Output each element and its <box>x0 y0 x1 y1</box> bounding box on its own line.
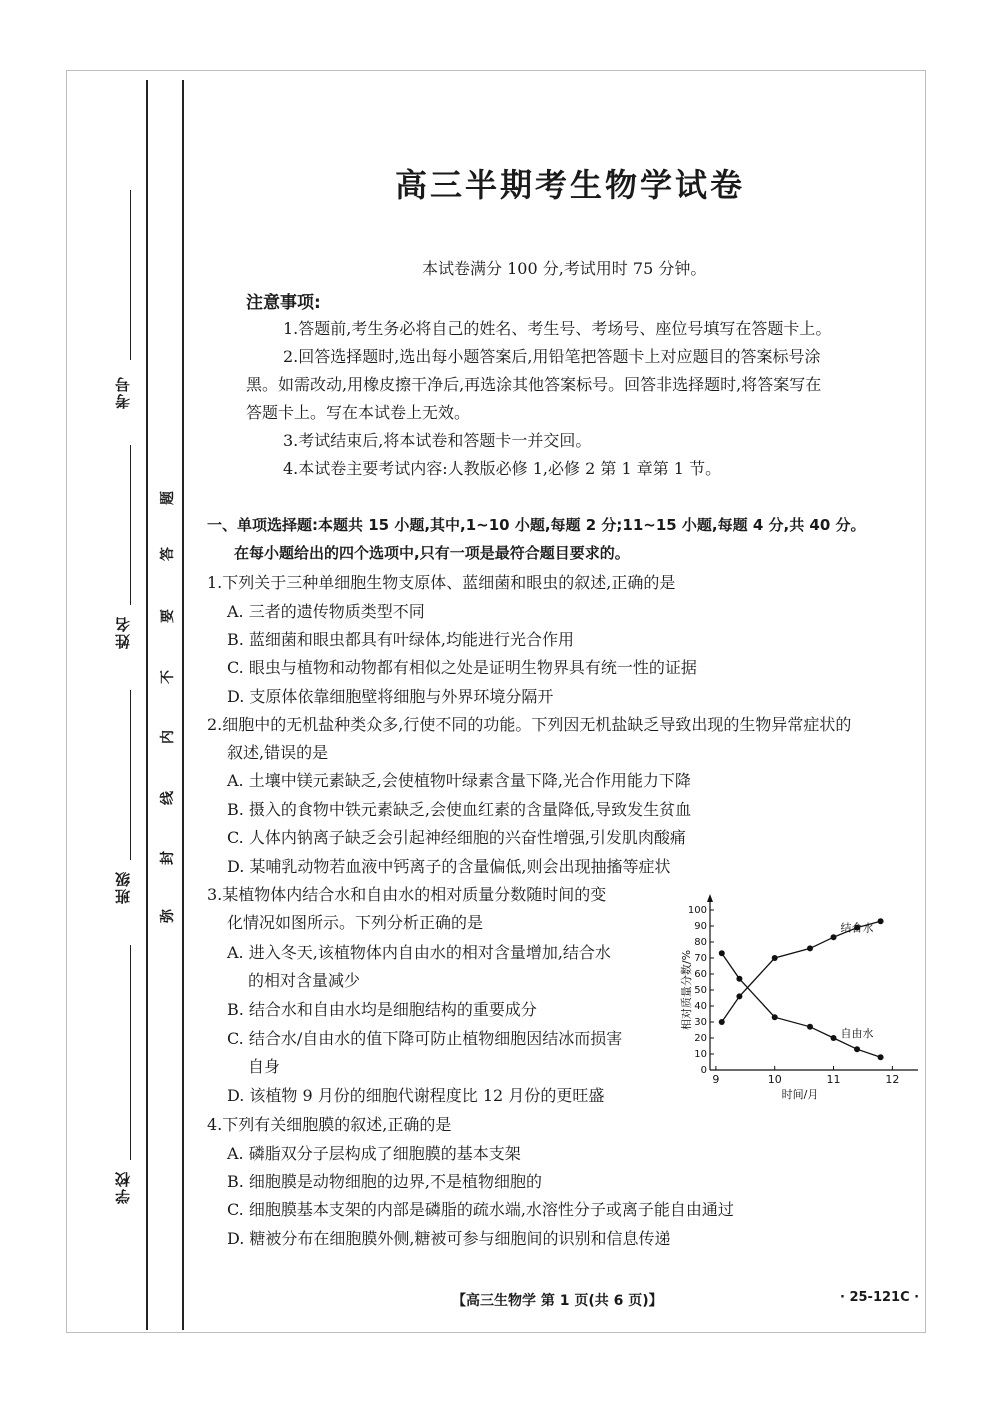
option: A. 三者的遗传物质类型不同 <box>227 602 425 621</box>
question-stem: 4.下列有关细胞膜的叙述,正确的是 <box>207 1115 452 1134</box>
option: C. 结合水/自由水的值下降可防止植物细胞因结冰而损害 <box>227 1029 623 1048</box>
water-content-chart <box>680 880 920 1100</box>
notice-line: 2.回答选择题时,选出每小题答案后,用铅笔把答题卡上对应题目的答案标号涂 <box>283 347 821 366</box>
y-axis-arrow <box>707 894 713 902</box>
y-tick-label: 50 <box>694 985 707 996</box>
data-point <box>736 993 742 999</box>
y-tick-label: 70 <box>694 953 707 964</box>
seal-char: 内 <box>160 730 176 744</box>
name-field <box>130 445 131 605</box>
notice-line: 黑。如需改动,用橡皮擦干净后,再选涂其他答案标号。回答非选择题时,将答案写在 <box>246 375 822 394</box>
notice-line: 4.本试卷主要考试内容:人教版必修 1,必修 2 第 1 章第 1 节。 <box>283 459 722 478</box>
data-point <box>878 918 884 924</box>
option: C. 细胞膜基本支架的内部是磷脂的疏水端,水溶性分子或离子能自由通过 <box>227 1200 734 1219</box>
seal-char: 弥 <box>160 909 176 923</box>
x-tick-label: 12 <box>885 1073 900 1086</box>
option: C. 眼虫与植物和动物都有相似之处是证明生物界具有统一性的证据 <box>227 658 697 677</box>
binding-line-outer <box>146 80 148 1330</box>
question-stem: 3.某植物体内结合水和自由水的相对质量分数随时间的变 <box>207 885 607 904</box>
notice-line: 3.考试结束后,将本试卷和答题卡一并交回。 <box>283 431 592 450</box>
option: D. 支原体依靠细胞壁将细胞与外界环境分隔开 <box>227 687 554 706</box>
data-point <box>807 945 813 951</box>
option: 的相对含量减少 <box>248 971 361 990</box>
data-point <box>736 976 742 982</box>
x-tick-label: 10 <box>767 1073 782 1086</box>
page-title: 高三半期考生物学试卷 <box>395 166 746 204</box>
option: D. 某哺乳动物若血液中钙离子的含量偏低,则会出现抽搐等症状 <box>227 857 671 876</box>
y-tick-label: 100 <box>687 905 707 916</box>
seal-char: 要 <box>160 609 176 623</box>
option: D. 糖被分布在细胞膜外侧,糖被可参与细胞间的识别和信息传递 <box>227 1229 671 1248</box>
question-stem: 1.下列关于三种单细胞生物支原体、蓝细菌和眼虫的叙述,正确的是 <box>207 573 676 592</box>
label-class: 班级 <box>114 870 132 904</box>
data-point <box>878 1054 884 1060</box>
option: D. 该植物 9 月份的细胞代谢程度比 12 月份的更旺盛 <box>227 1086 605 1105</box>
option: B. 细胞膜是动物细胞的边界,不是植物细胞的 <box>227 1172 543 1191</box>
notice-heading: 注意事项: <box>246 293 321 313</box>
label-name: 姓名 <box>114 615 132 649</box>
paper-code: · 25-121C · <box>840 1290 920 1305</box>
x-axis-label: 时间/月 <box>781 1088 819 1100</box>
data-point <box>772 1014 778 1020</box>
seal-char: 不 <box>160 670 176 684</box>
series-line <box>722 953 881 1057</box>
option: A. 进入冬天,该植物体内自由水的相对含量增加,结合水 <box>227 943 611 962</box>
series-label: 结合水 <box>840 921 874 935</box>
data-point <box>772 955 778 961</box>
label-school: 学校 <box>114 1170 132 1204</box>
option: B. 蓝细菌和眼虫都具有叶绿体,均能进行光合作用 <box>227 630 575 649</box>
option: A. 土壤中镁元素缺乏,会使植物叶绿素含量下降,光合作用能力下降 <box>227 771 691 790</box>
notice-line: 1.答题前,考生务必将自己的姓名、考生号、考场号、座位号填写在答题卡上。 <box>283 319 832 338</box>
seal-char: 封 <box>160 851 176 865</box>
question-stem: 叙述,错误的是 <box>227 743 329 762</box>
y-tick-label: 20 <box>694 1033 707 1044</box>
exam-number-field <box>130 190 131 360</box>
y-tick-label: 90 <box>694 921 707 932</box>
seal-char: 答 <box>160 547 176 561</box>
school-field <box>130 945 131 1160</box>
x-tick-label: 9 <box>712 1073 720 1086</box>
y-axis-label: 相对质量分数/% <box>680 949 693 1031</box>
seal-char: 线 <box>160 791 176 805</box>
option: A. 磷脂双分子层构成了细胞膜的基本支架 <box>227 1144 521 1163</box>
data-point <box>719 1019 725 1025</box>
data-point <box>807 1024 813 1030</box>
data-point <box>831 934 837 940</box>
series-line <box>722 921 881 1022</box>
x-tick-label: 11 <box>826 1073 841 1086</box>
class-field <box>130 690 131 860</box>
notice-line: 答题卡上。写在本试卷上无效。 <box>246 403 471 422</box>
y-tick-label: 0 <box>700 1065 707 1076</box>
section-header: 一、单项选择题:本题共 15 小题,其中,1~10 小题,每题 2 分;11~15 小题,每题 4 分,共 40 分。 <box>207 516 866 534</box>
page-footer: 【高三生物学 第 1 页(共 6 页)】 <box>452 1293 663 1309</box>
question-stem: 2.细胞中的无机盐种类众多,行使不同的功能。下列因无机盐缺乏导致出现的生物异常症状的 <box>207 715 852 734</box>
y-tick-label: 10 <box>694 1049 707 1060</box>
data-point <box>719 950 725 956</box>
data-point <box>831 1035 837 1041</box>
y-tick-label: 30 <box>694 1017 707 1028</box>
y-tick-label: 60 <box>694 969 707 980</box>
exam-info: 本试卷满分 100 分,考试用时 75 分钟。 <box>422 259 707 278</box>
y-tick-label: 40 <box>694 1001 707 1012</box>
series-label: 自由水 <box>840 1027 874 1041</box>
data-point <box>854 1046 860 1052</box>
option: C. 人体内钠离子缺乏会引起神经细胞的兴奋性增强,引发肌肉酸痛 <box>227 828 686 847</box>
option: B. 结合水和自由水均是细胞结构的重要成分 <box>227 1000 537 1019</box>
binding-line-inner <box>182 80 184 1330</box>
option: B. 摄入的食物中铁元素缺乏,会使血红素的含量降低,导致发生贫血 <box>227 800 692 819</box>
section-header: 在每小题给出的四个选项中,只有一项是最符合题目要求的。 <box>234 544 630 562</box>
y-tick-label: 80 <box>694 937 707 948</box>
question-stem: 化情况如图所示。下列分析正确的是 <box>227 913 484 932</box>
label-exam-number: 考号 <box>114 375 132 409</box>
seal-char: 题 <box>160 491 176 505</box>
option: 自身 <box>248 1057 281 1076</box>
